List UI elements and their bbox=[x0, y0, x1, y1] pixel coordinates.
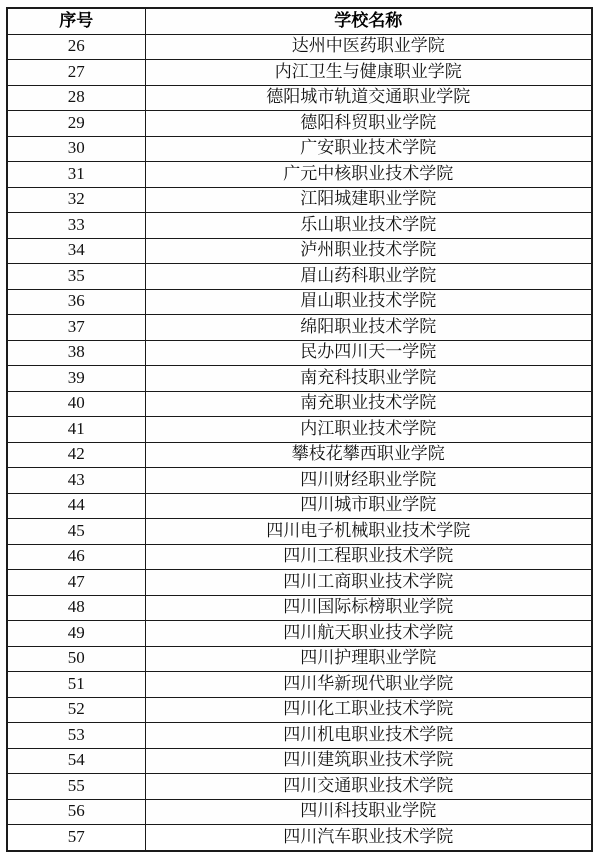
row-name: 广安职业技术学院 bbox=[145, 136, 592, 162]
row-name: 四川华新现代职业学院 bbox=[145, 672, 592, 698]
row-no: 44 bbox=[7, 493, 145, 519]
row-no: 41 bbox=[7, 417, 145, 443]
header-row bbox=[7, 8, 592, 34]
table-body bbox=[7, 34, 592, 851]
row-no: 32 bbox=[7, 187, 145, 213]
table-row bbox=[7, 162, 592, 188]
header-cell-name: 学校名称 bbox=[145, 8, 592, 34]
header-cell-no: 序号 bbox=[7, 8, 145, 34]
row-name: 绵阳职业技术学院 bbox=[145, 315, 592, 341]
row-no: 38 bbox=[7, 340, 145, 366]
row-no: 53 bbox=[7, 723, 145, 749]
table-row bbox=[7, 621, 592, 647]
row-name: 四川护理职业学院 bbox=[145, 646, 592, 672]
row-name: 德阳城市轨道交通职业学院 bbox=[145, 85, 592, 111]
table-row bbox=[7, 85, 592, 111]
table-row bbox=[7, 442, 592, 468]
table-row bbox=[7, 417, 592, 443]
row-name: 攀枝花攀西职业学院 bbox=[145, 442, 592, 468]
row-no: 37 bbox=[7, 315, 145, 341]
row-no: 52 bbox=[7, 697, 145, 723]
table-row bbox=[7, 315, 592, 341]
row-name: 眉山药科职业学院 bbox=[145, 264, 592, 290]
row-no: 28 bbox=[7, 85, 145, 111]
row-no: 57 bbox=[7, 825, 145, 851]
table-row bbox=[7, 774, 592, 800]
row-no: 26 bbox=[7, 34, 145, 60]
table-row bbox=[7, 799, 592, 825]
table-row bbox=[7, 748, 592, 774]
row-no: 40 bbox=[7, 391, 145, 417]
table-row bbox=[7, 213, 592, 239]
row-name: 四川交通职业技术学院 bbox=[145, 774, 592, 800]
row-name: 德阳科贸职业学院 bbox=[145, 111, 592, 137]
table-row bbox=[7, 136, 592, 162]
row-name: 内江职业技术学院 bbox=[145, 417, 592, 443]
row-no: 51 bbox=[7, 672, 145, 698]
table-row bbox=[7, 340, 592, 366]
row-name: 四川机电职业技术学院 bbox=[145, 723, 592, 749]
table-row bbox=[7, 825, 592, 851]
row-no: 35 bbox=[7, 264, 145, 290]
row-name: 乐山职业技术学院 bbox=[145, 213, 592, 239]
row-name: 四川工商职业技术学院 bbox=[145, 570, 592, 596]
table-row bbox=[7, 289, 592, 315]
school-list-table bbox=[6, 7, 593, 852]
row-no: 50 bbox=[7, 646, 145, 672]
row-no: 46 bbox=[7, 544, 145, 570]
table-row bbox=[7, 493, 592, 519]
table-row bbox=[7, 111, 592, 137]
row-name: 达州中医药职业学院 bbox=[145, 34, 592, 60]
table-row bbox=[7, 544, 592, 570]
table-row bbox=[7, 468, 592, 494]
table-row bbox=[7, 187, 592, 213]
table-row bbox=[7, 391, 592, 417]
row-no: 48 bbox=[7, 595, 145, 621]
table-header bbox=[7, 8, 592, 34]
row-name: 四川建筑职业技术学院 bbox=[145, 748, 592, 774]
row-name: 内江卫生与健康职业学院 bbox=[145, 60, 592, 86]
table-row bbox=[7, 519, 592, 545]
table-row bbox=[7, 723, 592, 749]
row-name: 眉山职业技术学院 bbox=[145, 289, 592, 315]
row-no: 34 bbox=[7, 238, 145, 264]
row-no: 31 bbox=[7, 162, 145, 188]
row-name: 四川国际标榜职业学院 bbox=[145, 595, 592, 621]
table-row bbox=[7, 672, 592, 698]
table-row bbox=[7, 238, 592, 264]
row-no: 27 bbox=[7, 60, 145, 86]
table-row bbox=[7, 595, 592, 621]
table-row bbox=[7, 646, 592, 672]
table-row bbox=[7, 264, 592, 290]
row-name: 四川汽车职业技术学院 bbox=[145, 825, 592, 851]
table-row bbox=[7, 34, 592, 60]
row-no: 33 bbox=[7, 213, 145, 239]
table-row bbox=[7, 60, 592, 86]
row-name: 四川航天职业技术学院 bbox=[145, 621, 592, 647]
row-name: 民办四川天一学院 bbox=[145, 340, 592, 366]
row-no: 39 bbox=[7, 366, 145, 392]
row-name: 广元中核职业技术学院 bbox=[145, 162, 592, 188]
row-no: 45 bbox=[7, 519, 145, 545]
table-row bbox=[7, 570, 592, 596]
row-name: 江阳城建职业学院 bbox=[145, 187, 592, 213]
row-no: 42 bbox=[7, 442, 145, 468]
row-name: 南充科技职业学院 bbox=[145, 366, 592, 392]
row-name: 四川财经职业学院 bbox=[145, 468, 592, 494]
row-no: 56 bbox=[7, 799, 145, 825]
row-no: 36 bbox=[7, 289, 145, 315]
row-name: 四川科技职业学院 bbox=[145, 799, 592, 825]
row-no: 30 bbox=[7, 136, 145, 162]
row-no: 55 bbox=[7, 774, 145, 800]
row-name: 四川城市职业学院 bbox=[145, 493, 592, 519]
row-name: 四川化工职业技术学院 bbox=[145, 697, 592, 723]
row-name: 南充职业技术学院 bbox=[145, 391, 592, 417]
row-name: 四川电子机械职业技术学院 bbox=[145, 519, 592, 545]
row-no: 47 bbox=[7, 570, 145, 596]
row-name: 泸州职业技术学院 bbox=[145, 238, 592, 264]
row-no: 54 bbox=[7, 748, 145, 774]
row-name: 四川工程职业技术学院 bbox=[145, 544, 592, 570]
row-no: 29 bbox=[7, 111, 145, 137]
table-row bbox=[7, 366, 592, 392]
row-no: 43 bbox=[7, 468, 145, 494]
row-no: 49 bbox=[7, 621, 145, 647]
table-row bbox=[7, 697, 592, 723]
